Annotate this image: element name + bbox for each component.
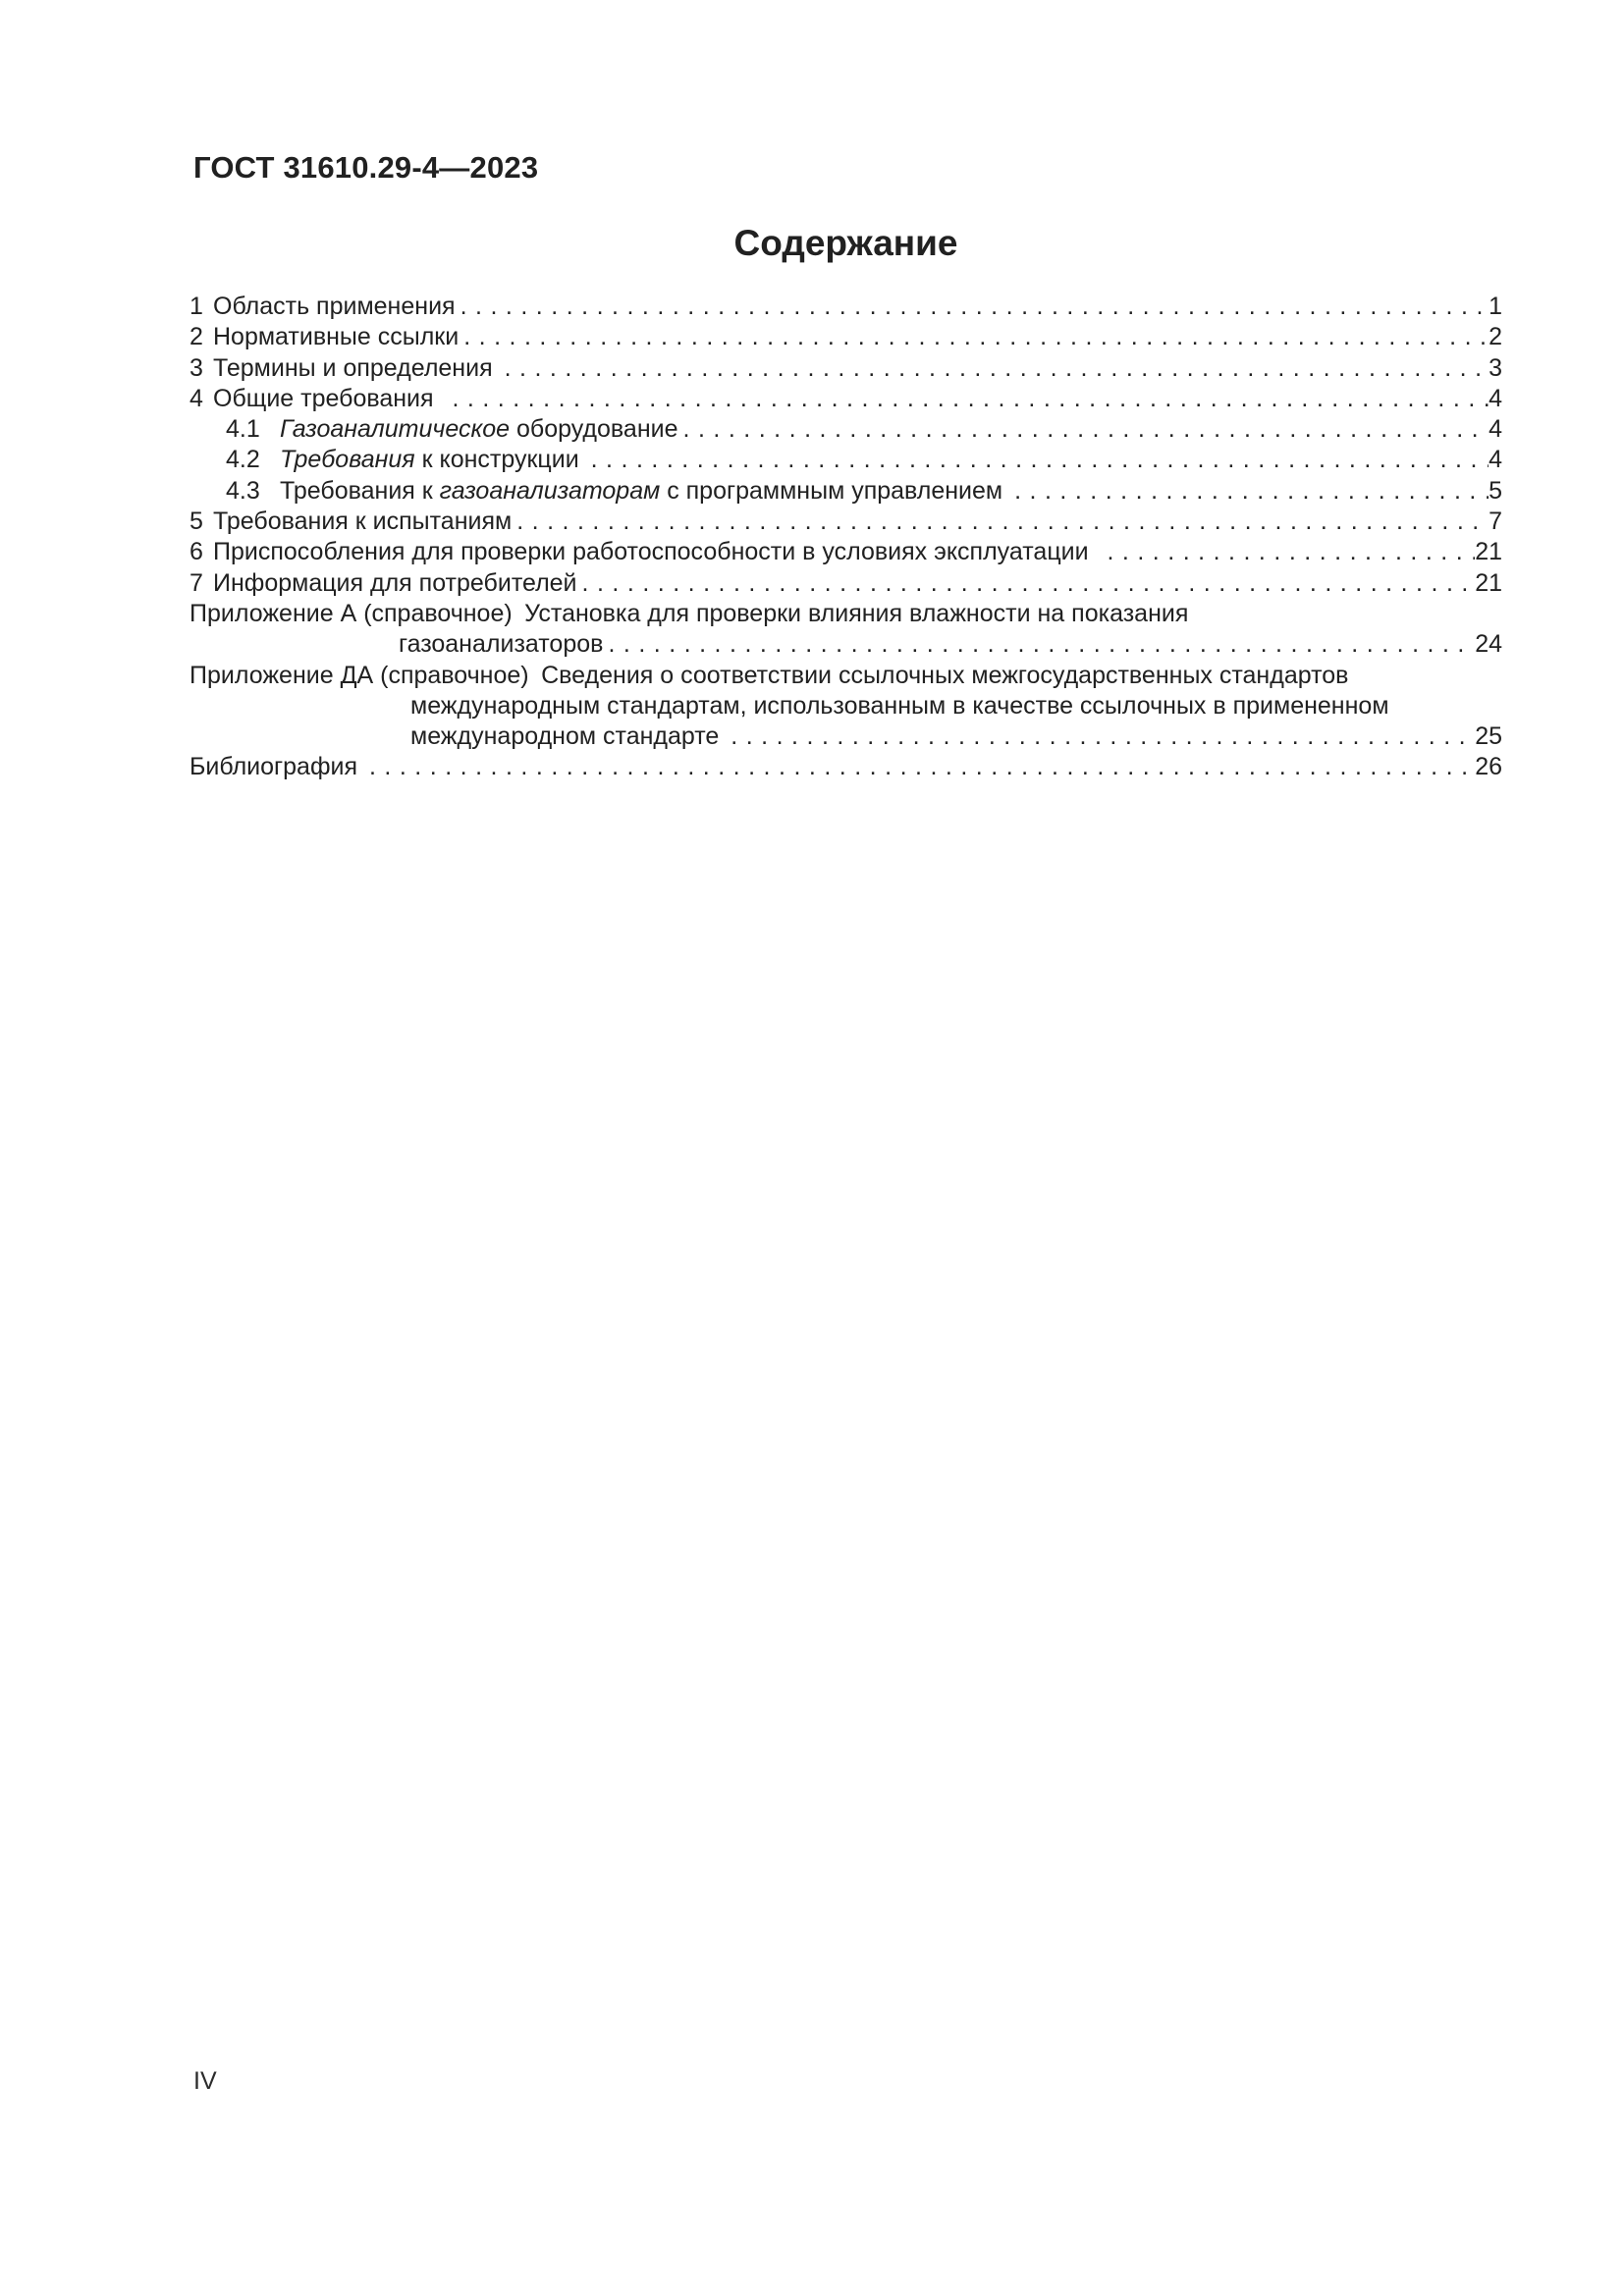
toc-entry <box>189 353 1502 384</box>
toc-page-number: 24 <box>1475 630 1502 659</box>
toc-entry <box>189 599 1502 629</box>
toc-entry-number: 1 <box>189 293 203 320</box>
toc-entry-label: Приложение А (справочное) Установка для проверки влияния влажности на показания <box>189 599 1189 627</box>
toc-entry-label: Газоаналитическое оборудование <box>280 415 678 444</box>
toc-page-number: 4 <box>1489 446 1502 474</box>
toc-entry-label: Требования к конструкции <box>280 446 586 474</box>
toc-entry <box>189 384 1502 414</box>
toc-entry-number: 7 <box>189 568 203 597</box>
toc-entry <box>189 476 1502 507</box>
toc-entry-number: 5 <box>189 507 203 536</box>
dot-leader <box>512 507 1489 537</box>
dot-leader <box>447 384 1489 414</box>
toc-page-number: 21 <box>1475 538 1502 566</box>
toc-page-number: 3 <box>1489 353 1502 382</box>
toc-entry <box>189 568 1502 599</box>
toc-entry <box>189 537 1502 567</box>
toc-entry <box>189 691 1502 721</box>
toc-entry-number: 6 <box>189 538 203 566</box>
toc-entry-label: Приложение ДА (справочное) Сведения о соответствии ссылочных межгосударственных стандартов <box>189 661 1349 689</box>
toc-entry <box>189 292 1502 322</box>
toc-entry-label: Требования к газоанализаторам с программным управлением <box>280 476 1010 505</box>
toc-entry <box>189 322 1502 352</box>
toc-page-number: 1 <box>1489 293 1502 320</box>
toc-entry <box>189 752 1502 782</box>
toc-entry-label: Общие требования <box>213 384 448 412</box>
dot-leader <box>1102 537 1475 567</box>
toc-entry <box>189 507 1502 537</box>
toc-entry <box>189 661 1502 691</box>
page-title: Содержание <box>733 223 958 263</box>
toc-page-number: 4 <box>1489 384 1502 412</box>
toc-entry-number: 4 <box>189 384 203 412</box>
toc-entry-label: Нормативные ссылки <box>213 323 460 351</box>
toc-entry-label: Приспособления для проверки работоспособности в условиях эксплуатации <box>213 538 1103 566</box>
dot-leader <box>459 322 1489 352</box>
table-of-contents <box>189 292 1502 783</box>
toc-entry-label: международном стандарте <box>410 722 727 751</box>
toc-page-number: 4 <box>1489 415 1502 444</box>
toc-entry-number: 4.2 <box>226 446 260 474</box>
toc-page-number: 2 <box>1489 323 1502 351</box>
page-number-roman: IV <box>193 2067 217 2095</box>
toc-page-number: 7 <box>1489 507 1502 536</box>
dot-leader <box>500 353 1489 384</box>
dot-leader <box>678 414 1489 445</box>
dot-leader <box>726 721 1475 752</box>
toc-entry-number: 4.3 <box>226 476 260 505</box>
dot-leader <box>603 629 1475 660</box>
toc-page-number: 21 <box>1475 568 1502 597</box>
toc-entry <box>189 445 1502 475</box>
toc-entry-label: Область применения <box>213 293 456 320</box>
toc-entry-label: газоанализаторов <box>399 630 604 659</box>
toc-page-number: 26 <box>1475 753 1502 781</box>
toc-entry-number: 3 <box>189 353 203 382</box>
toc-entry <box>189 414 1502 445</box>
toc-entry-number: 2 <box>189 323 203 351</box>
toc-entry-label: международным стандартам, использованным в качестве ссылочных в примененном <box>410 691 1389 720</box>
dot-leader <box>586 445 1489 475</box>
document-number: ГОСТ 31610.29-4—2023 <box>193 150 539 185</box>
dot-leader <box>577 568 1476 599</box>
dot-leader <box>456 292 1489 322</box>
toc-entry-number: 4.1 <box>226 415 260 444</box>
dot-leader <box>1009 476 1489 507</box>
toc-entry-label: Библиография <box>189 753 364 781</box>
dot-leader <box>364 752 1475 782</box>
toc-entry <box>189 721 1502 752</box>
toc-entry-label: Требования к испытаниям <box>213 507 513 536</box>
toc-entry-label: Термины и определения <box>213 353 500 382</box>
toc-page-number: 25 <box>1475 722 1502 751</box>
toc-page-number: 5 <box>1489 476 1502 505</box>
toc-entry <box>189 629 1502 660</box>
toc-entry-label: Информация для потребителей <box>213 568 577 597</box>
